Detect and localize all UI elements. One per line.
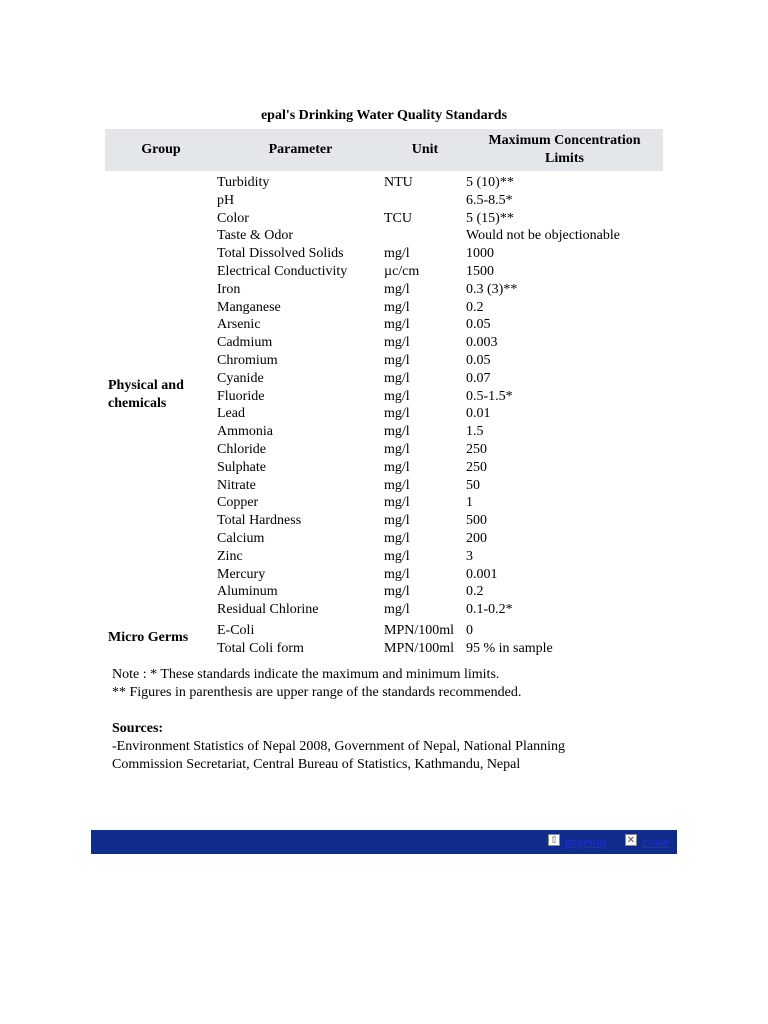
table-cell-unit: mg/l — [384, 246, 410, 262]
table-cell-limit: 0.07 — [466, 370, 491, 386]
parameter-column — [217, 171, 384, 619]
table-cell-unit: mg/l — [384, 477, 410, 493]
table-cell-unit — [384, 227, 466, 245]
table-cell-parameter: Color — [217, 210, 249, 226]
table-cell-parameter: E-Coli — [217, 622, 255, 638]
source-line: -Environment Statistics of Nepal 2008, Government of Nepal, National Planning — [112, 739, 565, 754]
header-unit: Unit — [384, 129, 466, 171]
table-cell-parameter: Fluoride — [217, 388, 265, 404]
table-header-row — [105, 129, 663, 171]
table-cell-limit: 0.2 — [466, 584, 484, 600]
table-cell-parameter: Chromium — [217, 352, 278, 368]
table-cell-parameter: pH — [217, 192, 235, 208]
table-cell-parameter: Total Coli form — [217, 640, 304, 656]
table-group-row — [105, 171, 663, 619]
table-cell-limit: 1.5 — [466, 424, 484, 440]
table-cell-unit: mg/l — [384, 317, 410, 333]
table-cell-parameter: Cadmium — [217, 335, 273, 351]
table-cell-limit: 0.001 — [466, 566, 498, 582]
table-cell-limit: 3 — [466, 548, 473, 564]
header-parameter: Parameter — [217, 129, 384, 171]
unit-column — [384, 619, 466, 658]
table-cell-parameter: Aluminum — [217, 584, 278, 600]
table-cell-limit: 0.5-1.5* — [466, 388, 513, 404]
table-cell-parameter: Cyanide — [217, 370, 264, 386]
table-cell-unit: NTU — [384, 175, 413, 190]
table-cell-limit: Would not be objectionable — [466, 228, 620, 244]
table-cell-limit: 6.5-8.5* — [466, 192, 513, 208]
table-cell-limit: 5 (10)** — [466, 175, 514, 190]
table-cell-parameter: Turbidity — [217, 175, 270, 190]
table-cell-unit: mg/l — [384, 584, 410, 600]
table-cell-limit: 0 — [466, 622, 473, 638]
table-cell-unit: mg/l — [384, 459, 410, 475]
table-cell-unit: mg/l — [384, 424, 410, 440]
table-cell-unit: MPN/100ml — [384, 622, 455, 638]
source-line: Commission Secretariat, Central Bureau of Statistics, Kathmandu, Nepal — [112, 757, 521, 772]
table-cell-limit: 0.05 — [466, 352, 491, 368]
table-cell-limit: 1 — [466, 495, 473, 511]
water-quality-table — [105, 129, 663, 658]
table-cell-parameter: Zinc — [217, 548, 243, 564]
table-cell-parameter: Total Dissolved Solids — [217, 246, 344, 262]
table-cell-parameter: Chloride — [217, 441, 266, 457]
table-cell-limit: 0.3 (3)** — [466, 281, 518, 297]
table-cell-limit: 95 % in sample — [466, 640, 553, 656]
table-cell-unit — [384, 192, 466, 210]
limit-column — [466, 171, 663, 619]
table-cell-limit: 0.1-0.2* — [466, 602, 513, 618]
table-cell-limit: 0.2 — [466, 299, 484, 315]
page-title: epal's Drinking Water Quality Standards — [260, 108, 508, 123]
arrow-up-icon[interactable]: ⇧ — [549, 835, 559, 846]
table-cell-parameter: Nitrate — [217, 477, 256, 493]
table-cell-limit: 1500 — [466, 263, 494, 279]
notes-section — [112, 666, 672, 774]
table-cell-unit: mg/l — [384, 566, 410, 582]
group-name: Physical and chemicals — [108, 377, 184, 411]
table-cell-parameter: Manganese — [217, 299, 281, 315]
table-cell-unit: mg/l — [384, 299, 410, 315]
table-cell-unit: mg/l — [384, 548, 410, 564]
table-cell-unit: mg/l — [384, 441, 410, 457]
table-cell-unit: TCU — [384, 210, 412, 226]
table-cell-parameter: Calcium — [217, 530, 265, 546]
table-cell-unit: mg/l — [384, 281, 410, 297]
table-cell-unit: mg/l — [384, 352, 410, 368]
table-cell-limit: 200 — [466, 530, 487, 546]
close-icon[interactable]: ✕ — [626, 835, 636, 846]
table-cell-parameter: Copper — [217, 495, 259, 511]
table-cell-limit: 250 — [466, 459, 487, 475]
table-cell-unit: mg/l — [384, 602, 410, 618]
table-cell-parameter: Ammonia — [217, 424, 273, 440]
table-cell-limit: 250 — [466, 441, 487, 457]
table-cell-limit: 0.01 — [466, 406, 491, 422]
pagetop-link[interactable]: pagetop — [565, 834, 607, 849]
note-line: ** Figures in parenthesis are upper range of the standards recommended. — [112, 685, 522, 700]
table-cell-unit: mg/l — [384, 335, 410, 351]
table-group-row — [105, 619, 663, 658]
table-cell-unit: mg/l — [384, 530, 410, 546]
note-line: Note : * These standards indicate the maximum and minimum limits. — [112, 667, 500, 682]
table-cell-parameter: Mercury — [217, 566, 266, 582]
table-cell-parameter: Taste & Odor — [217, 228, 294, 244]
table-cell-parameter: Sulphate — [217, 459, 266, 475]
table-cell-unit: mg/l — [384, 513, 410, 529]
close-link[interactable]: close — [642, 834, 669, 849]
sources-label: Sources: — [112, 721, 164, 736]
table-cell-unit: mg/l — [384, 495, 410, 511]
table-cell-limit: 500 — [466, 513, 487, 529]
table-cell-unit: µc/cm — [384, 263, 420, 279]
table-cell-limit: 50 — [466, 477, 480, 493]
footer-bar — [91, 830, 677, 854]
table-cell-limit: 1000 — [466, 246, 494, 262]
table-cell-limit: 0.003 — [466, 335, 498, 351]
table-cell-parameter: Arsenic — [217, 317, 261, 333]
header-group: Group — [105, 129, 217, 171]
table-cell-limit: 0.05 — [466, 317, 491, 333]
table-cell-parameter: Residual Chlorine — [217, 602, 319, 618]
table-cell-unit: MPN/100ml — [384, 640, 455, 656]
limit-column — [466, 619, 663, 658]
table-cell-parameter: Iron — [217, 281, 241, 297]
unit-column — [384, 171, 466, 619]
table-cell-parameter: Electrical Conductivity — [217, 263, 348, 279]
group-name: Micro Germs — [108, 630, 189, 646]
table-cell-unit: mg/l — [384, 388, 410, 404]
table-cell-unit: mg/l — [384, 370, 410, 386]
header-max-limits: Maximum Concentration Limits — [466, 129, 663, 171]
parameter-column — [217, 619, 384, 658]
table-cell-unit: mg/l — [384, 406, 410, 422]
table-cell-limit: 5 (15)** — [466, 210, 514, 226]
table-cell-parameter: Lead — [217, 406, 245, 422]
table-cell-parameter: Total Hardness — [217, 513, 302, 529]
